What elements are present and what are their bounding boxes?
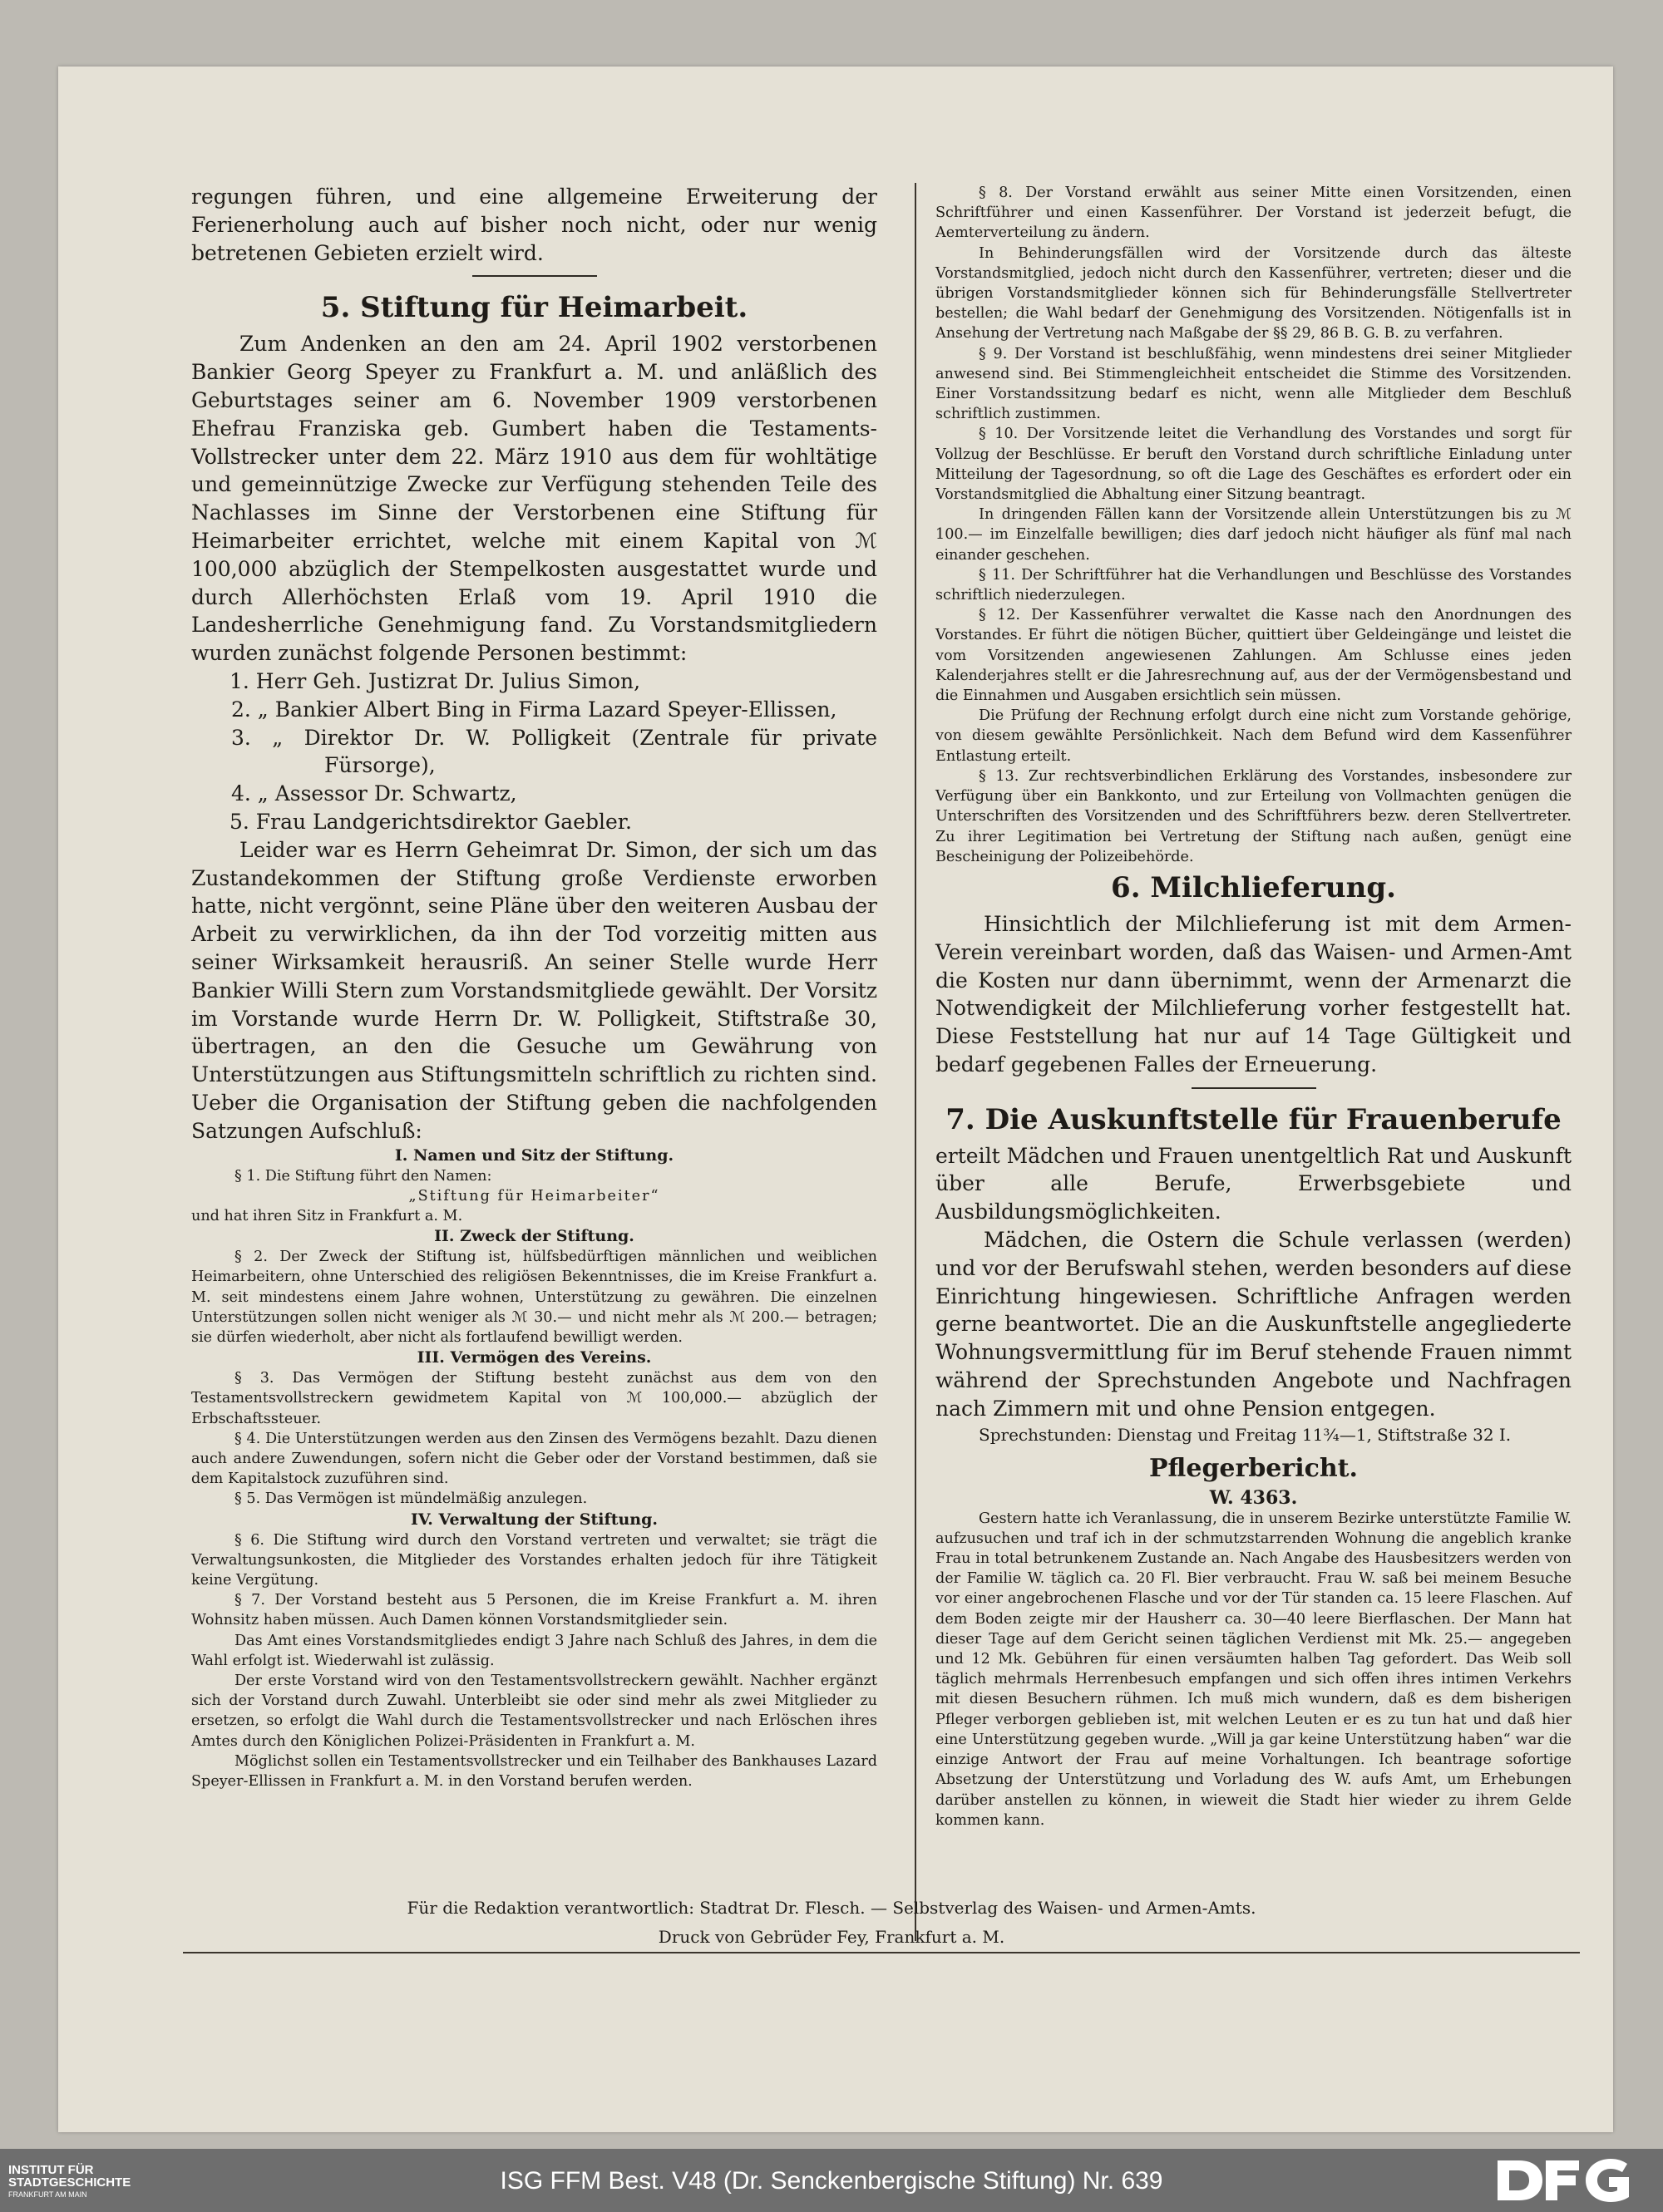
section6-paragraph: Hinsichtlich der Milchlieferung ist mit dem Armen-Verein vereinbart worden, daß das Waisen- und Armen-Amt die Kosten nur dann übernimmt, wenn der Armenarzt die Notwendigkeit der Milchlieferung vorher festgestellt hat. Diese Feststellung hat nur auf 14 Tage Gültigkeit und bedarf gegebenen Falles der Erneuerung.: [935, 911, 1572, 1076]
report-reference: W. 4363.: [1209, 1486, 1298, 1509]
section7-heading: 7. Die Auskunftstelle für Frauenberufe: [945, 1102, 1562, 1136]
intro-paragraph: regungen führen, und eine allgemeine Erweiterung der Ferienerholung auch auf bisher noch nicht, oder nur wenig betretenen Gebieten erzielt wird.: [191, 185, 877, 265]
statute-paragraph: § 9. Der Vorstand ist beschlußfähig, wenn mindestens drei seiner Mitglieder anwesend sind. Bei Stimmengleichheit entscheidet die Stimme des Vorsitzenden. Einer Vorstandssitzung bedarf es nicht, wenn alle Mitglieder dem Beschluß schriftlich zustimmen.: [935, 345, 1572, 423]
document-page: [58, 67, 1613, 2132]
statute-paragraph: § 10. Der Vorsitzende leitet die Verhandlung des Vorstandes und sorgt für Vollzug der Beschlüsse. Er beruft den Vorstand durch schriftliche Einladung unter Mitteilung der Tagesordnung, so oft die Lage des Geschäftes es erfordert oder ein Vorstandsmitglied die Abhaltung einer Sitzung beantragt.: [935, 426, 1572, 504]
statute-heading: II. Zweck der Stiftung.: [434, 1227, 634, 1246]
editorial-line: Für die Redaktion verantwortlich: Stadtrat Dr. Flesch. — Selbstverlag des Waisen- und Armen-Amts.: [407, 1898, 1256, 1918]
statute-paragraph: Die Prüfung der Rechnung erfolgt durch eine nicht zum Vorstande gehörige, von diesem gewählte Persönlichkeit. Nach dem Befund wird dem Kassenführer Entlastung erteilt.: [935, 707, 1572, 765]
institution-line: INSTITUT FÜR: [8, 2163, 94, 2177]
statute-paragraph: Das Amt eines Vorstandsmitgliedes endigt 3 Jahre nach Schluß des Jahres, in dem die Wahl erfolgt ist. Wiederwahl ist zulässig.: [191, 1632, 877, 1669]
statute-paragraph: In dringenden Fällen kann der Vorsitzende allein Unterstützungen bis zu ℳ 100.— im Einzelfalle bewilligen; dies darf jedoch nicht häufiger als fünf mal nach einander geschehen.: [935, 506, 1572, 564]
member-list-item: 1. Herr Geh. Justizrat Dr. Julius Simon,: [229, 668, 641, 693]
section5-paragraph: Zum Andenken an den am 24. April 1902 verstorbenen Bankier Georg Speyer zu Frankfurt a. M. und anläßlich des Geburtstages seiner am 6. November 1909 verstorbenen Ehefrau Franziska geb. Gumbert haben die Testaments-Vollstrecker unter dem 22. März 1910 aus dem für wohltätige und gemeinnützige Zwecke zur Verfügung stehenden Teile des Nachlasses im Sinne der Verstorbenen eine Stiftung für Heimarbeiter errichtet, welche mit einem Kapital von ℳ 100,000 abzüglich der Stempelkosten ausgestattet wurde und durch Allerhöchsten Erlaß vom 19. April 1910 die Landesherrliche Genehmigung fand. Zu Vorstandsmitgliedern wurden zunächst folgende Personen bestimmt:: [191, 332, 877, 666]
statute-heading: I. Namen und Sitz der Stiftung.: [394, 1145, 674, 1165]
left-column: [191, 183, 877, 1791]
statute-paragraph: § 5. Das Vermögen ist mündelmäßig anzulegen.: [234, 1490, 588, 1508]
statute-paragraph: § 11. Der Schriftführer hat die Verhandlungen und Beschlüsse des Vorstandes schriftlich niederzulegen.: [935, 566, 1572, 604]
statute-paragraph: § 2. Der Zweck der Stiftung ist, hülfsbedürftigen männlichen und weiblichen Heimarbeitern, ohne Unterschied des religiösen Bekenntnisses, die im Kreise Frankfurt a. M. seit mindestens einem Jahre wohnen, Unterstützung zu gewähren. Die einzelnen Unterstützungen sollen nicht weniger als ℳ 30.— und nicht mehr als ℳ 200.— betragen; sie dürfen wiederholt, aber nicht als fortlaufend bewilligt werden.: [191, 1249, 877, 1346]
statute-paragraph: § 13. Zur rechtsverbindlichen Erklärung des Vorstandes, insbesondere zur Verfügung über ein Bankkonto, und zur Erteilung von Vollmachten genügen die Unterschriften des Vorsitzenden und des Schriftführers bezw. deren Stellvertreter. Zu ihrer Legitimation bei Vertretung der Stiftung nach außen, genügt eine Bescheinigung der Polizeibehörde.: [935, 767, 1572, 865]
statute-paragraph: In Behinderungsfällen wird der Vorsitzende durch das älteste Vorstandsmitglied, jedoch nicht durch den Kassenführer, vertreten; dieser und die übrigen Vorstandsmitglieder können sich für Behinderungsfälle Stellvertreter bestellen; die Wahl bedarf der Genehmigung des Vorsitzenden. Nötigenfalls ist in Ansehung der Vertretung nach Maßgabe der §§ 29, 86 B. G. B. zu verfahren.: [935, 244, 1572, 342]
institution-line: STADTGESCHICHTE: [8, 2175, 131, 2190]
office-hours: Sprechstunden: Dienstag und Freitag 11¾—1, Stiftstraße 32 I.: [979, 1424, 1512, 1445]
report-paragraph: Gestern hatte ich Veranlassung, die in unserem Bezirke unterstützte Familie W. aufzusuchen und traf ich in der schmutzstarrenden Wohnung die angeblich kranke Frau in total betrunkenem Zustande an. Nach Angabe des Hausbesitzers werden von der Familie W. täglich ca. 20 Fl. Bier verbraucht. Frau W. saß bei meinem Besuche vor einer angebrochenen Flasche und vor der Tür standen ca. 15 leere Flaschen. Auf dem Boden zeigte mir der Hausherr ca. 30—40 leere Bierflaschen. Der Mann hat dieser Tage auf dem Gericht seinen täglichen Verdienst mit Mk. 25.— angegeben und 12 Mk. Gebühren für einen versäumten halben Tag gefordert. Das Weib soll täglich mehrmals Herrenbesuch empfangen und sich offen ihres intimen Verkehrs mit diesen Besuchern rühmen. Ich muß mich wundern, daß es dem bisherigen Pfleger verborgen geblieben ist, mit welchen Leuten er es zu tun hat und daß hier eine Unterstützung gegeben wurde. „Will ja gar keine Unterstützung haben“ war die einzige Antwort der Frau auf meine Vorhaltungen. Ich beantrage sofortige Absetzung der Unterstützung und Vorladung des W. aufs Amt, um Erhebungen darüber anstellen zu können, in wieweit die Stadt hier wieder zu ihrem Gelde kommen kann.: [935, 1510, 1572, 1829]
printer-line: Druck von Gebrüder Fey, Frankfurt a. M.: [658, 1927, 1005, 1947]
dfg-logo-icon: [1493, 2155, 1634, 2205]
archive-reference: ISG FFM Best. V48 (Dr. Senckenbergische Stiftung) Nr. 639: [500, 2167, 1163, 2195]
section-divider: [1192, 1087, 1316, 1089]
statute-paragraph: Der erste Vorstand wird von den Testamentsvollstreckern gewählt. Nachher ergänzt sich der Vorstand durch Zuwahl. Unterbleibt sie oder sind mehr als zwei Mitglieder zu ersetzen, so erfolgt die Wahl durch die Testamentsvollstrecker und nach Erlöschen ihres Amtes durch den Königlichen Polizei-Präsidenten in Frankfurt a. M.: [191, 1672, 877, 1750]
statute-paragraph: Möglichst sollen ein Testamentsvollstrecker und ein Teilhaber des Bankhauses Lazard Speyer-Ellissen in Frankfurt a. M. in den Vorstand berufen werden.: [191, 1752, 877, 1790]
section5-paragraph: Leider war es Herrn Geheimrat Dr. Simon, der sich um das Zustandekommen der Stiftung große Verdienste erworben hatte, nicht vergönnt, seine Pläne über den weiteren Ausbau der Arbeit zu verwirklichen, da ihn der Tod vorzeitig mitten aus seiner Wirksamkeit herausriß. An seiner Stelle wurde Herr Bankier Willi Stern zum Vorstandsmitgliede gewählt. Der Vorsitz im Vorstande wurde Herrn Dr. W. Polligkeit, Stiftstraße 30, übertragen, an den die Gesuche um Gewährung von Unterstützungen aus Stiftungsmitteln schriftlich zu richten sind. Ueber die Organisation der Stiftung geben die nachfolgenden Satzungen Aufschluß:: [191, 837, 877, 1143]
statute-paragraph: § 1. Die Stiftung führt den Namen:: [234, 1167, 492, 1185]
right-column: [935, 183, 1572, 1830]
statute-heading: III. Vermögen des Vereins.: [417, 1348, 652, 1367]
section7-paragraph: erteilt Mädchen und Frauen unentgeltlich Rat und Auskunft über alle Berufe, Erwerbsgebiete und Ausbildungsmöglichkeiten.: [935, 1143, 1572, 1224]
section-divider: [472, 275, 597, 277]
institution-line: FRANKFURT AM MAIN: [8, 2190, 87, 2199]
statute-paragraph: und hat ihren Sitz in Frankfurt a. M.: [191, 1207, 463, 1224]
section7-paragraph: Mädchen, die Ostern die Schule verlassen (werden) und vor der Berufswahl stehen, werden besonders auf diese Einrichtung hingewiesen. Schriftliche Anfragen werden gerne beantwortet. Die an die Auskunftstelle angegliederte Wohnungsvermittlung für im Beruf stehende Frauen nimmt während der Sprechstunden Angebote und Nachfragen nach Zimmern mit und ohne Pension entgegen.: [935, 1228, 1572, 1421]
section5-heading: 5. Stiftung für Heimarbeit.: [320, 291, 748, 325]
statute-paragraph: § 7. Der Vorstand besteht aus 5 Personen, die im Kreise Frankfurt a. M. ihren Wohnsitz haben müssen. Auch Damen können Vorstandsmitglieder sein.: [191, 1592, 877, 1629]
archive-bar: [0, 2149, 1663, 2212]
member-list-item: 5. Frau Landgerichtsdirektor Gaebler.: [229, 809, 632, 834]
member-list-item: 4. „ Assessor Dr. Schwartz,: [231, 781, 517, 806]
member-list-item: 3. „ Direktor Dr. W. Polligkeit (Zentrale für private Fürsorge),: [231, 725, 877, 778]
column-divider: [915, 183, 916, 1941]
footer-rule: [183, 1952, 1580, 1953]
statute-paragraph: § 12. Der Kassenführer verwaltet die Kasse nach den Anordnungen des Vorstandes. Er führt die nötigen Bücher, quittiert über Geldeingänge und leistet die vom Vorsitzenden angewiesenen Zahlungen. Am Schlusse eines jeden Kalenderjahres stellt er die Jahresrechnung auf, aus der der Vermögensbestand und die Einnahmen und Ausgaben ersichtlich sein müssen.: [935, 607, 1572, 705]
statute-paragraph: § 6. Die Stiftung wird durch den Vorstand vertreten und verwaltet; sie trägt die Verwaltungsunkosten, die Mitglieder des Vorstandes erhalten jedoch für ihre Tätigkeit keine Vergütung.: [191, 1531, 877, 1589]
statute-paragraph: § 4. Die Unterstützungen werden aus den Zinsen des Vermögens bezahlt. Dazu dienen auch andere Zuwendungen, sofern nicht die Geber oder der Vorstand bestimmen, daß sie dem Kapitalstock zuzuführen sind.: [191, 1430, 877, 1488]
section6-heading: 6. Milchlieferung.: [1111, 870, 1396, 904]
report-heading: Pflegerbericht.: [1149, 1453, 1358, 1483]
foundation-name: „Stiftung für Heimarbeiter“: [408, 1187, 660, 1205]
member-list-item: 2. „ Bankier Albert Bing in Firma Lazard Speyer-Ellissen,: [231, 697, 837, 722]
statute-heading: IV. Verwaltung der Stiftung.: [410, 1510, 658, 1529]
statute-paragraph: § 3. Das Vermögen der Stiftung besteht zunächst aus dem von den Testamentsvollstreckern gewidmetem Kapital von ℳ 100,000.— abzüglich der Erbschaftssteuer.: [191, 1370, 877, 1427]
statute-paragraph: § 8. Der Vorstand erwählt aus seiner Mitte einen Vorsitzenden, einen Schriftführer und einen Kassenführer. Der Vorstand ist jederzeit befugt, die Aemterverteilung zu ändern.: [935, 185, 1572, 242]
